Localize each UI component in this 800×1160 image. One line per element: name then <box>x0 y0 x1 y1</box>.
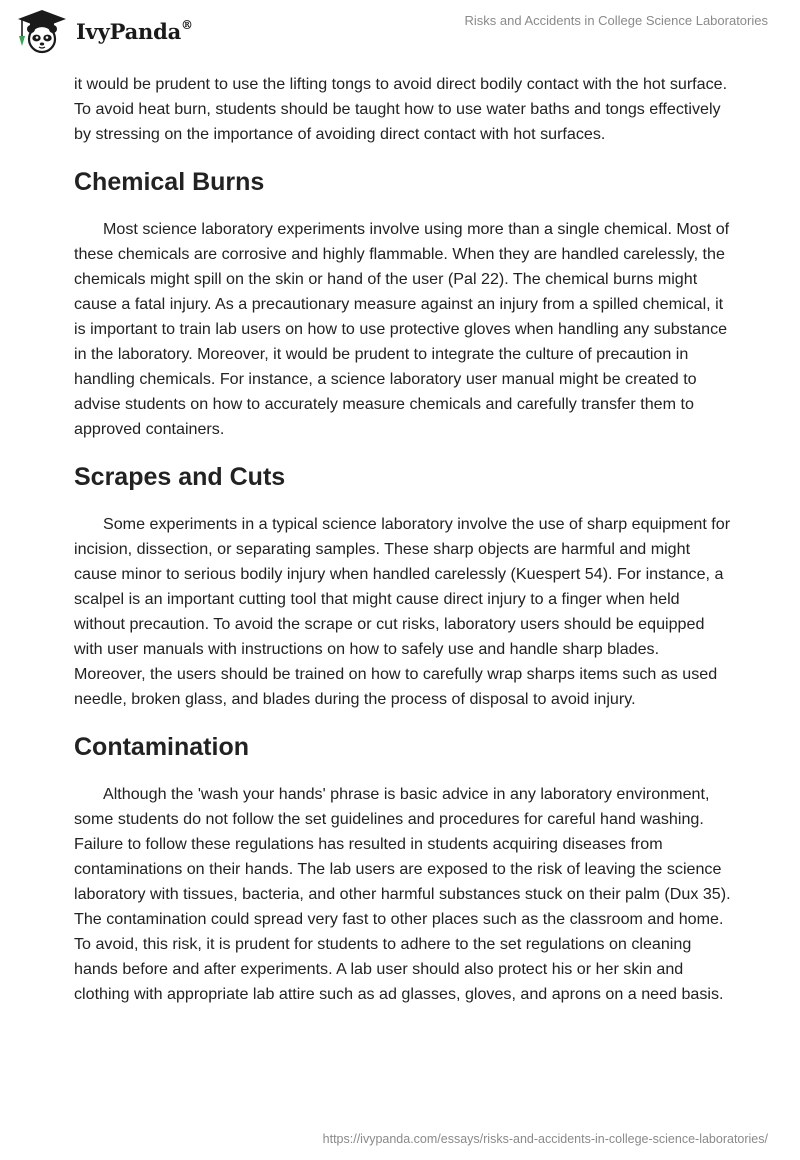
logo-text: IvyPanda® <box>76 17 193 44</box>
registered-mark: ® <box>181 17 193 32</box>
footer-source-link[interactable]: https://ivypanda.com/essays/risks-and-accidents-in-college-science-laboratories/ <box>322 1132 768 1146</box>
page-header <box>0 0 800 70</box>
section-paragraph-chemical-burns: Most science laboratory experiments involve using more than a single chemical. Most of these chemicals are corrosive and highly flammable. When they are handled carelessly, the chemicals might spill on the skin or hand of the user (Pal 22). The chemical burns might cause a fatal injury. As a precautionary measure against an injury from a spilled chemical, it is important to train lab users on how to use protective gloves when handling any substance in the laboratory. Moreover, it would be prudent to integrate the culture of precaution in handling chemicals. For instance, a science laboratory user manual might be created to advise students on how to accurately measure chemicals and carefully transfer them to approved containers. <box>74 220 730 438</box>
section-heading-chemical-burns: Chemical Burns <box>74 168 265 196</box>
panda-graduate-icon <box>14 8 70 54</box>
essay-body <box>74 72 734 1007</box>
section-paragraph-scrapes-and-cuts: Some experiments in a typical science laboratory involve the use of sharp equipment for incision, dissection, or separating samples. These sharp objects are harmful and might cause minor to serious bodily injury when handled carelessly (Kuespert 54). For instance, a scalpel is an important cutting tool that might cause direct injury to a finger when held without precaution. To avoid the scrape or cut risks, laboratory users should be equipped with user manuals with instructions on how to safely use and handle sharp blades. Moreover, the users should be trained on how to carefully wrap sharps items such as used needle, broken glass, and blades during the process of disposal to avoid injury. <box>74 515 731 708</box>
section-paragraph-contamination: Although the 'wash your hands' phrase is basic advice in any laboratory environment, some students do not follow the set guidelines and procedures for careful hand washing. Failure to follow these regulations has resulted in students acquiring diseases from contaminations on their hands. The lab users are exposed to the risk of leaving the science laboratory with tissues, bacteria, and other harmful substances stuck on their palm (Dux 35). The contamination could spread very fast to other places such as the classroom and home. To avoid, this risk, it is prudent for students to adhere to the set regulations on cleaning hands before and after experiments. A lab user should also protect his or her skin and clothing with appropriate lab attire such as ad glasses, gloves, and aprons on a need basis. <box>74 785 731 1003</box>
section-heading-scrapes-and-cuts: Scrapes and Cuts <box>74 463 286 491</box>
section-heading-contamination: Contamination <box>74 733 249 761</box>
ivypanda-logo[interactable] <box>14 8 193 54</box>
document-title: Risks and Accidents in College Science Laboratories <box>464 13 768 28</box>
intro-paragraph: it would be prudent to use the lifting tongs to avoid direct bodily contact with the hot surface. To avoid heat burn, students should be taught how to use water baths and tongs effectively by stressing on the importance of avoiding direct contact with hot surfaces. <box>74 75 728 143</box>
